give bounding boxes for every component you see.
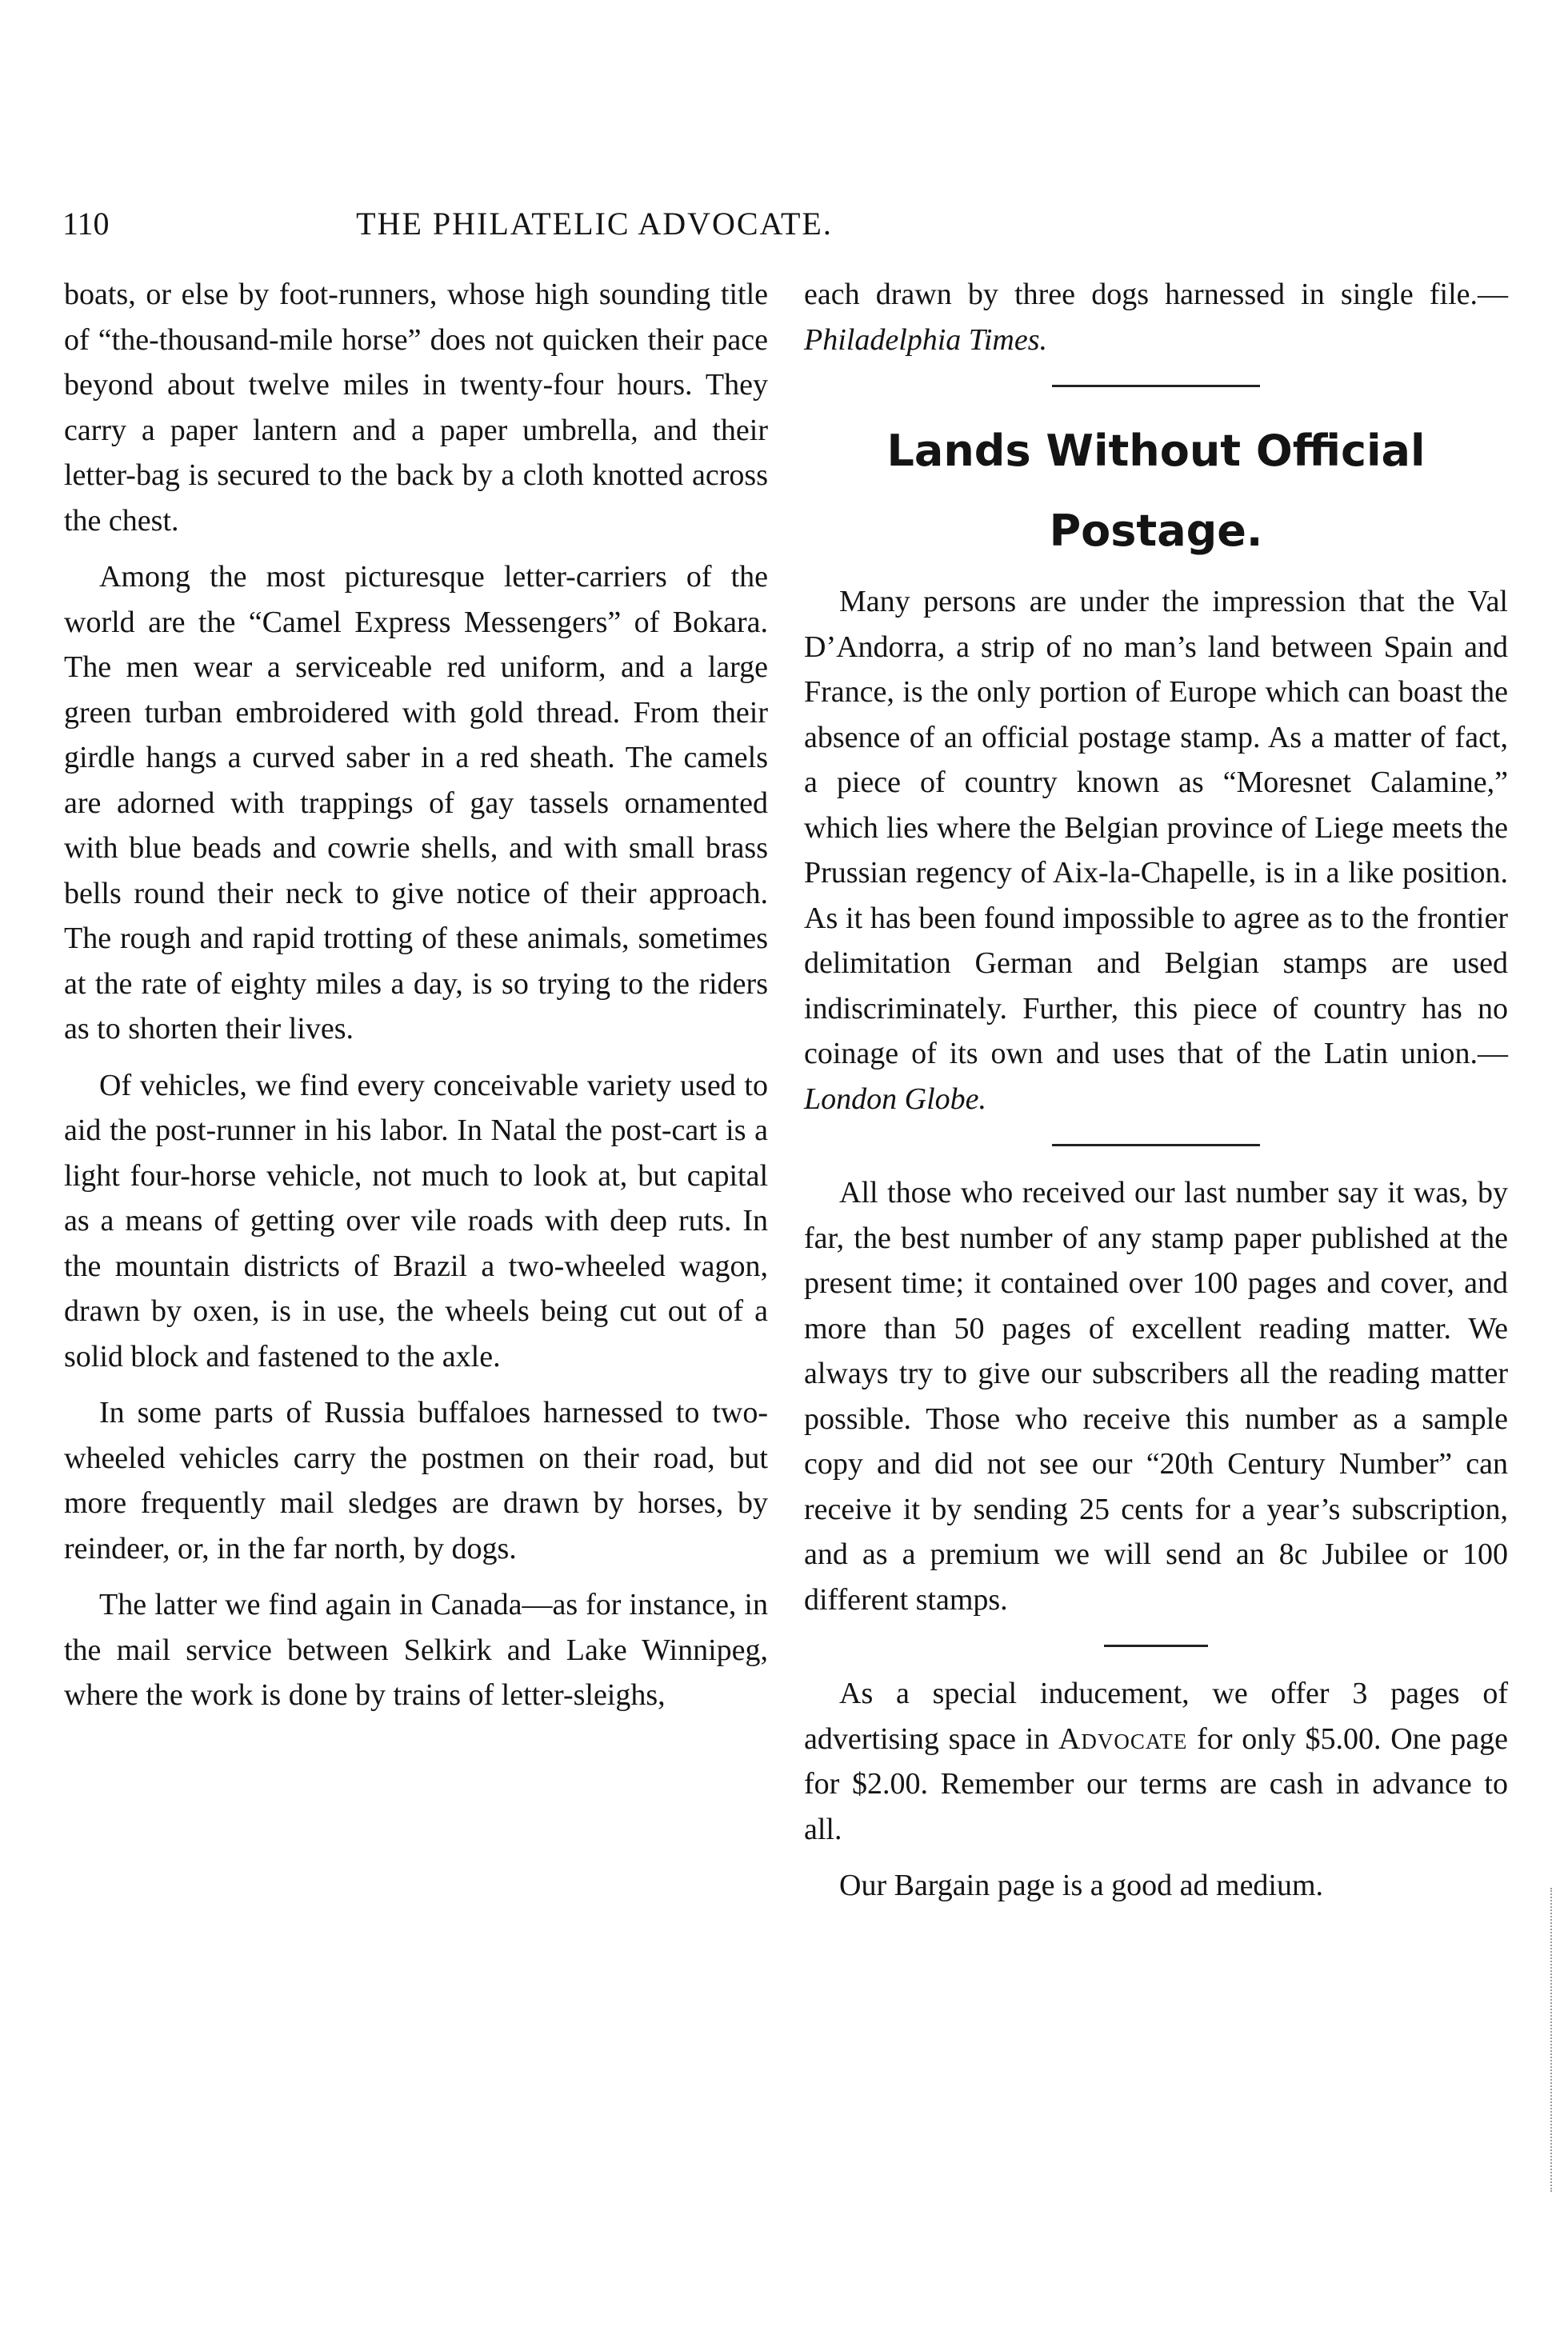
continuation-text: each drawn by three dogs harnessed in single file.—	[804, 278, 1508, 311]
running-head	[62, 200, 1126, 248]
advertising-paragraph	[804, 1671, 1508, 1852]
notice-paragraph: All those who received our last number say it was, by far, the best number of any stamp paper published at the present time; it contained over 100 pages and cover, and more than 50 pages of excellent reading matter. We always try to give our subscribers all the reading matter possible. Those who receive this number as a sample copy and did not see our “20th Century Number” can receive it by sending 25 cents for a year’s subscription, and as a premium we will send an 8c Jubilee or 100 different stamps.	[804, 1176, 1508, 1617]
left-paragraph-1: boats, or else by foot-runners, whose high sounding title of “the-thousand-mile horse” does not quicken their pace beyond about twelve miles in twenty-four hours. They carry a paper lantern and a paper umbrella, and their letter-bag is secured to the back by a cloth knotted across the chest.	[64, 278, 768, 538]
left-column	[64, 272, 768, 1729]
article-text: Many persons are under the impression that the Val D’Andorra, a strip of no man’s land between Spain and France, is the only portion of Europe which can boast the absence of an official postage stamp. As a matter of fact, a piece of country known as “Moresnet Calamine,” which lies where the Belgian province of Liege meets the Prussian regency of Aix-la-Chapelle, is in a like position. As it has been found impossible to agree as to the frontier delimitation German and Belgian stamps are used indiscriminately. Further, this piece of country has no coinage of its own and uses that of the Latin union.—	[804, 585, 1508, 1070]
section-divider	[1052, 385, 1260, 387]
article-paragraph	[804, 579, 1508, 1122]
article-source: London Globe.	[804, 1082, 986, 1116]
ad-journal-name: Advocate	[1058, 1721, 1188, 1756]
bargain-paragraph: Our Bargain page is a good ad medium.	[839, 1869, 1324, 1902]
article-title-line-1: Lands Without Official	[886, 426, 1426, 476]
continuation-source: Philadelphia Times.	[804, 322, 1047, 357]
left-paragraph-3: Of vehicles, we find every conceivable variety used to aid the post-runner in his labor. In Natal the post-cart is a light four-horse vehicle, not much to look at, but capital as a means of getting over vile roads with deep ruts. In the mountain districts of Brazil a two-wheeled wagon, drawn by oxen, is in use, the wheels being cut out of a solid block and fastened to the axle.	[64, 1068, 768, 1373]
left-paragraph-5: The latter we find again in Canada—as for instance, in the mail service between Selkirk and Lake Winnipeg, where the work is done by trains of letter-sleighs,	[64, 1588, 768, 1712]
article-title-line-2: Postage.	[1049, 506, 1263, 556]
article-title	[804, 411, 1508, 571]
ad-text-before: As a special inducement, we offer 3 pages of advertising space in	[804, 1677, 1508, 1756]
ad-text-after: for only $5.00. One page for $2.00. Remember our terms are cash in advance to all.	[804, 1721, 1508, 1846]
journal-title: THE PHILATELIC ADVOCATE.	[356, 206, 833, 242]
margin-mark	[1550, 1888, 1552, 2192]
section-divider	[1052, 1144, 1260, 1146]
continuation-paragraph	[804, 272, 1508, 362]
right-column	[804, 272, 1508, 1920]
left-paragraph-4: In some parts of Russia buffaloes harnessed to two-wheeled vehicles carry the postmen on their road, but more frequently mail sledges are drawn by horses, by reindeer, or, in the far north, by dogs.	[64, 1396, 768, 1565]
page-number: 110	[62, 206, 110, 242]
left-paragraph-2: Among the most picturesque letter-carriers of the world are the “Camel Express Messengers” of Bokara. The men wear a serviceable red uniform, and a large green turban embroidered with gold thread. From their girdle hangs a curved saber in a red sheath. The camels are adorned with trappings of gay tassels ornamented with blue beads and cowrie shells, and with small brass bells round their neck to give notice of their approach. The rough and rapid trotting of these animals, sometimes at the rate of eighty miles a day, is so trying to the riders as to shorten their lives.	[64, 560, 768, 1046]
section-divider	[1104, 1645, 1208, 1647]
